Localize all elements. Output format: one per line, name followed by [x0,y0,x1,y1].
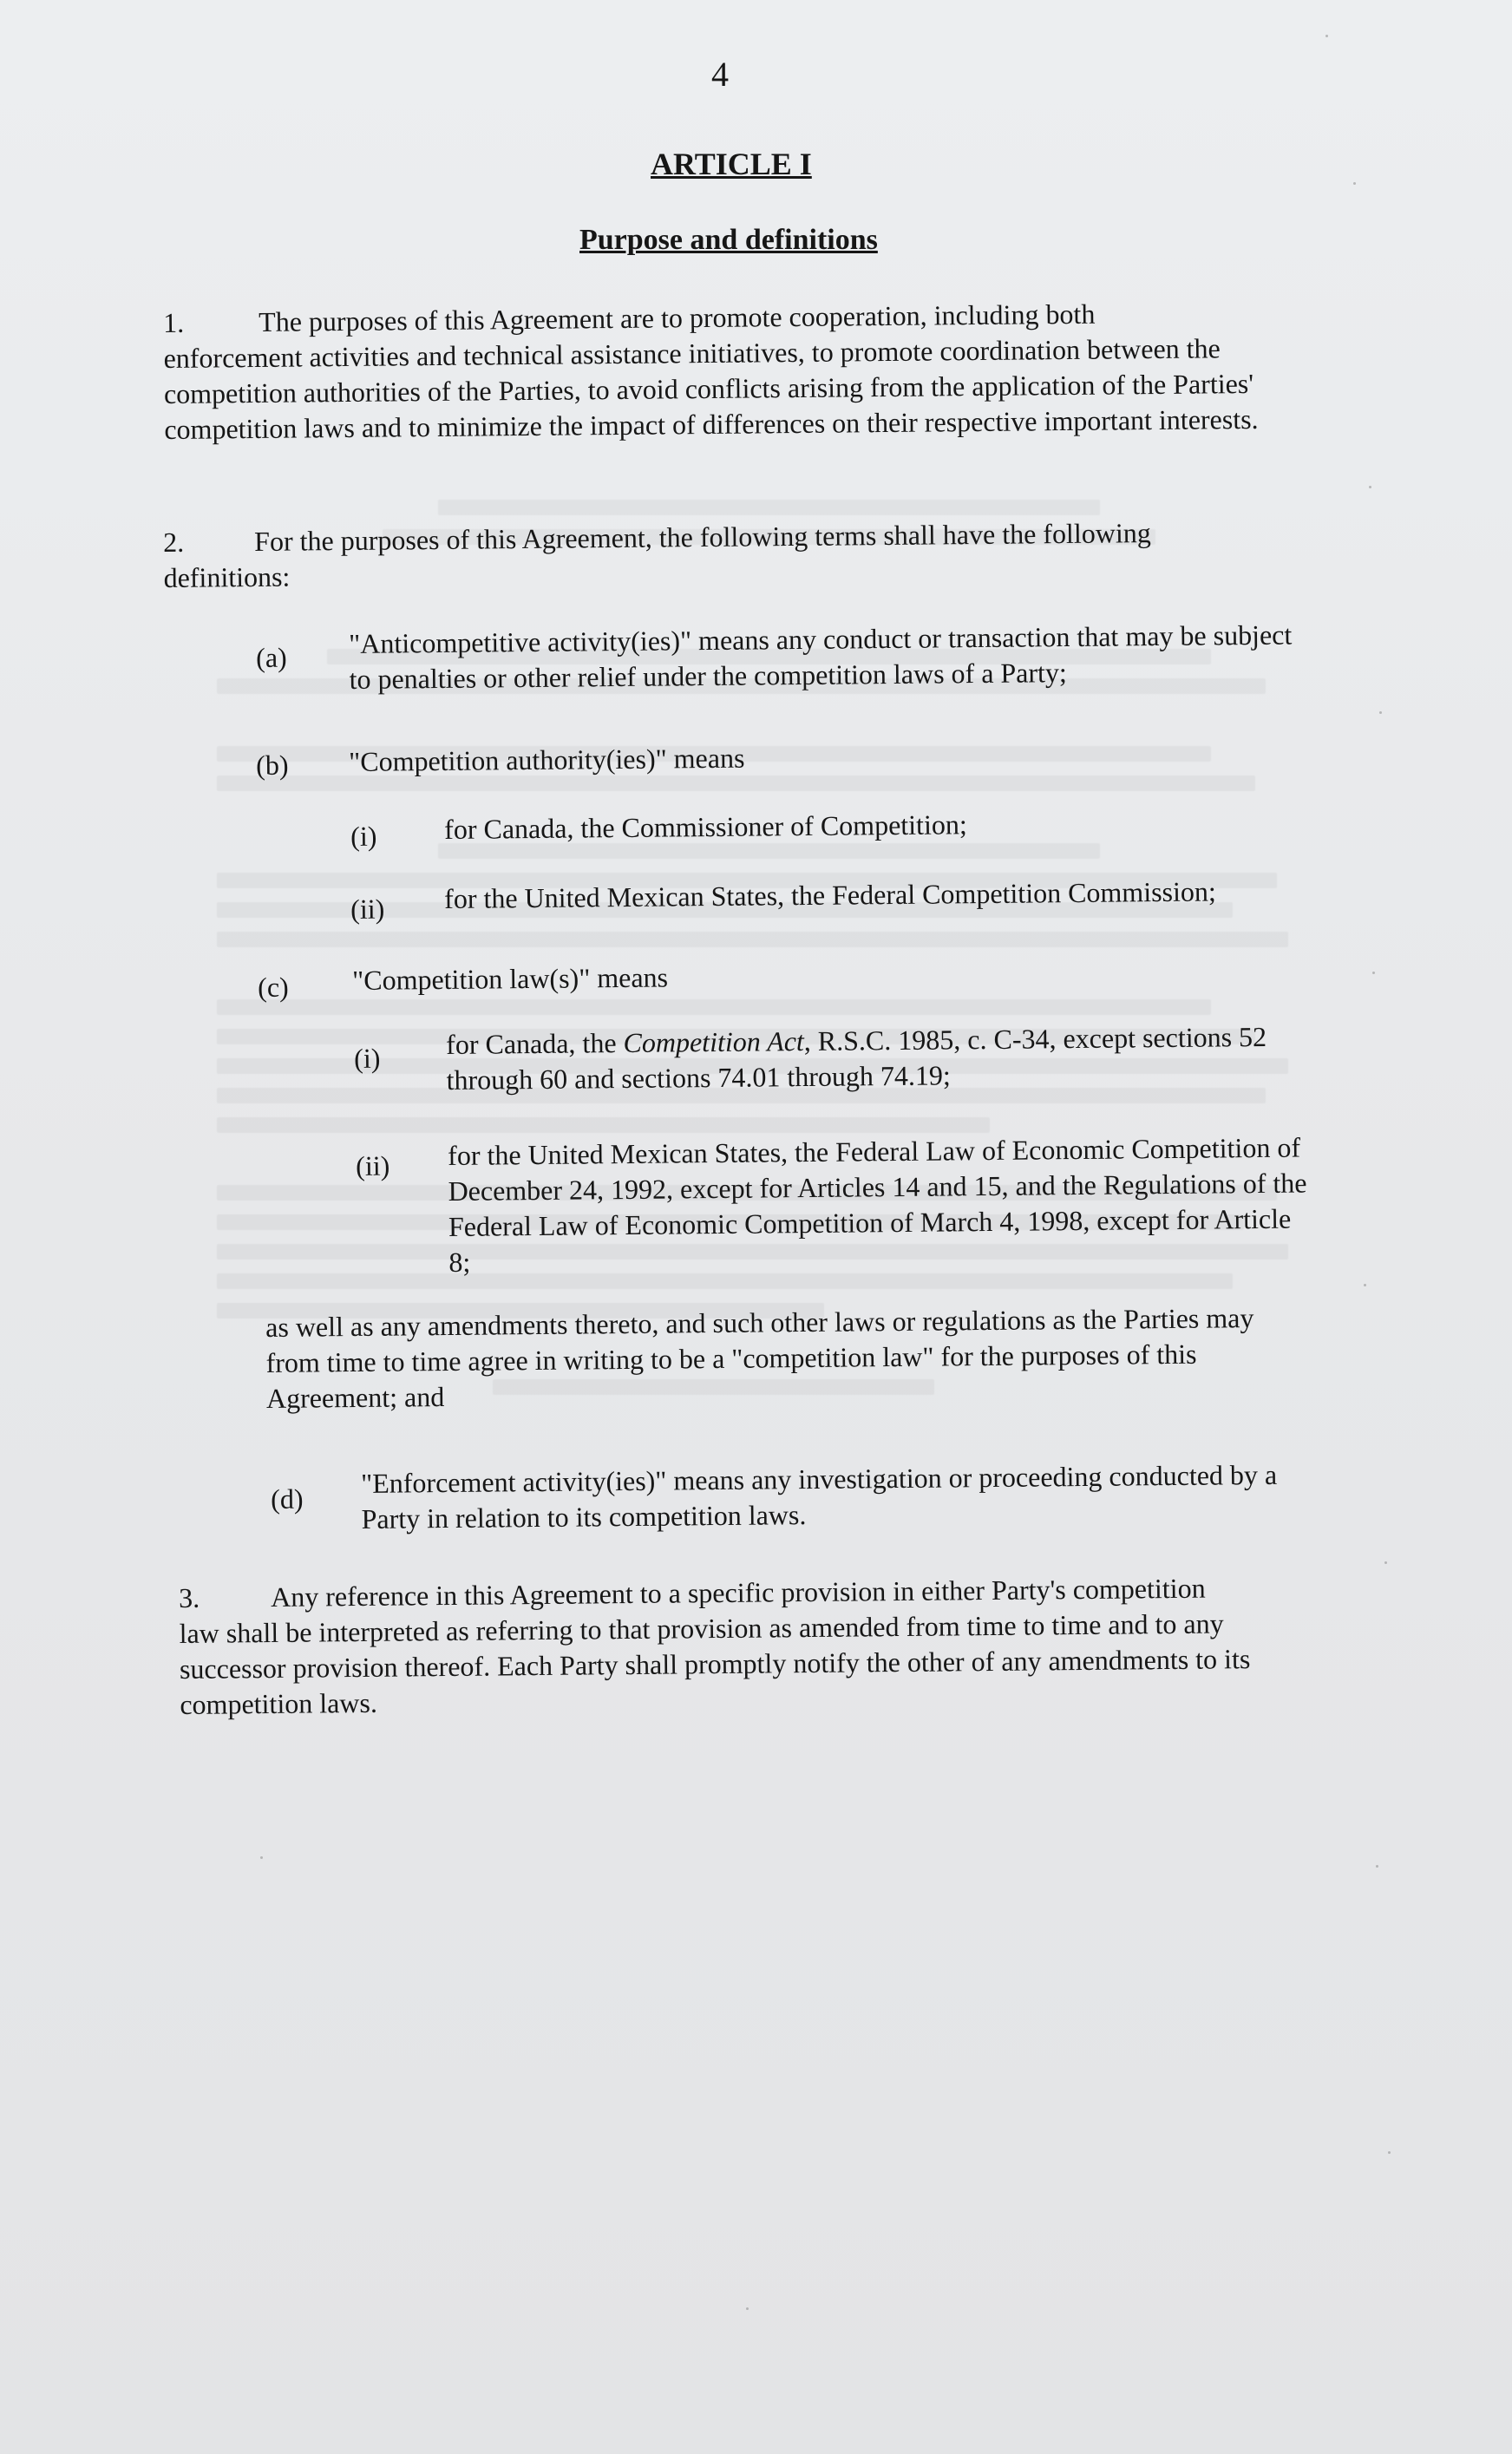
definition-d: "Enforcement activity(ies)" means any investigation or proceeding conducted by a Party in relation to its competition laws. [361,1458,1278,1535]
definition-a: "Anticompetitive activity(ies)" means any conduct or transaction that may be subject to penalties or other relief under the competition laws of a Party; [349,618,1293,695]
definition-c-i [446,1018,1314,1098]
paragraph-first-line: For the purposes of this Agreement, the following terms shall have the following [254,517,1151,557]
paragraph-3 [179,1570,1299,1723]
definition-label-c: (c) [258,971,289,1003]
scan-speck [1353,182,1356,185]
definition-b-i: for Canada, the Commissioner of Competition; [444,808,967,845]
paragraph-2 [163,514,1283,596]
scan-speck [1372,972,1375,974]
scan-speck [260,1856,263,1859]
definition-label-b: (b) [256,749,289,781]
scan-speck [1376,1865,1378,1868]
definition-text: , R.S.C. 1985, c. C-34, except sections 52 through 60 and sections 74.01 through 74.19; [446,1020,1267,1096]
definition-c-ii: for the United Mexican States, the Federal Law of Economic Competition of December 24, 1992, except for Articles 14 and 15, and the Regulations of the Federal Law of Economic Competition of March 4, 1998, except for Article 8; [448,1131,1307,1278]
definition-c-closing: as well as any amendments thereto, and such other laws or regulations as the Parties may from time to time agree in writing to be a "competition law" for the purposes of this Agreement; and [265,1302,1254,1414]
definition-label-d: (d) [271,1482,304,1515]
scan-speck [1364,1284,1366,1286]
paragraph-first-line: The purposes of this Agreement are to promote cooperation, including both [259,298,1096,337]
scan-speck [746,2307,749,2310]
page-number: 4 [711,55,729,94]
definition-label-c-i: (i) [354,1042,381,1074]
statute-name: Competition Act [623,1025,804,1059]
paragraph-number: 3. [179,1581,200,1613]
paragraph-body: definitions: [163,560,291,593]
scan-speck [1369,486,1371,488]
scan-speck [1384,1561,1387,1564]
paragraph-first-line: Any reference in this Agreement to a specific provision in either Party's competition [271,1572,1206,1613]
section-title: Purpose and definitions [579,224,878,256]
paragraph-number: 1. [163,306,185,338]
definition-text: for Canada, the [446,1027,624,1060]
paragraph-body: law shall be interpreted as referring to that provision as amended from time to time and to any successor provision thereof. Each Party shall promptly notify the other of any amendments to its competition laws. [179,1607,1251,1720]
definition-label-c-ii: (ii) [356,1149,390,1181]
scan-speck [1379,711,1382,714]
definition-label-b-ii: (ii) [350,893,385,925]
definition-c: "Competition law(s)" means [352,961,669,996]
definition-b: "Competition authority(ies)" means [349,742,745,777]
definition-b-ii: for the United Mexican States, the Federal Competition Commission; [444,875,1216,914]
paragraph-number: 2. [163,526,185,558]
scan-speck [1388,2151,1391,2154]
scan-speck [1325,35,1328,37]
definition-label-a: (a) [256,641,287,673]
article-title: ARTICLE I [651,147,812,181]
definition-label-b-i: (i) [350,820,377,852]
paragraph-1 [163,295,1284,448]
paragraph-body: enforcement activities and technical assistance initiatives, to promote coordination between the competition authorities of the Parties, to avoid conflicts arising from the application of the Parties' competition laws and to minimize the impact of differences on their respective important interests. [163,332,1259,445]
